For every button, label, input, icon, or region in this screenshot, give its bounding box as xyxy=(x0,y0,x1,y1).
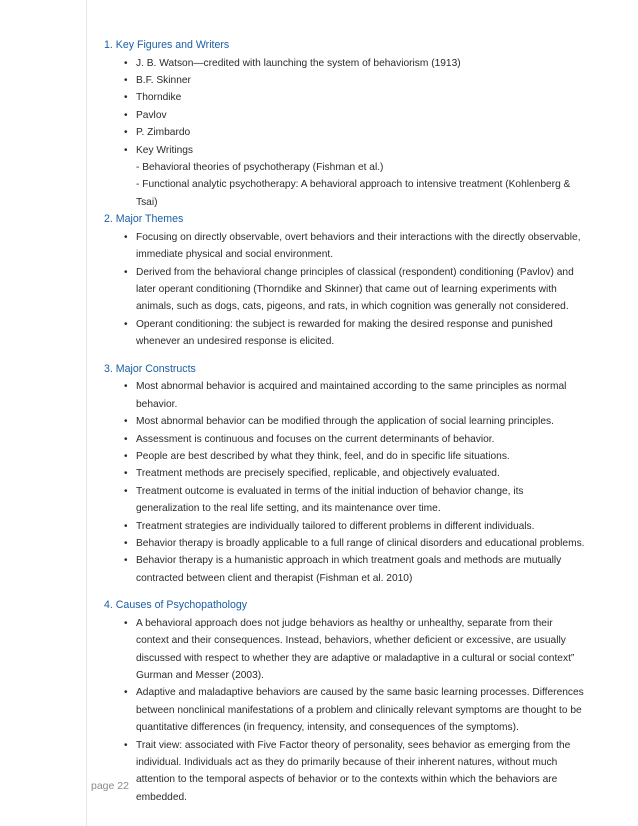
list-item: • Pavlov xyxy=(104,107,586,124)
bullet-list xyxy=(104,615,586,806)
bullet-icon: • xyxy=(124,617,128,629)
list-item: • A behavioral approach does not judge behaviors as healthy or unhealthy, separate from their context and their consequences. Instead, behaviors, whether deficient or excessive, are usually discussed with respect to whether they are adaptive or maladaptive in a cultural or social context” Gurman and Messer (2003). xyxy=(104,615,586,685)
section-causes-psychopathology xyxy=(104,597,586,806)
list-item: • Treatment strategies are individually tailored to different problems in different individuals. xyxy=(104,518,586,535)
bullet-icon: • xyxy=(124,520,128,532)
bullet-list xyxy=(104,378,586,587)
bullet-icon: • xyxy=(124,127,128,139)
list-item: • Derived from the behavioral change principles of classical (respondent) conditioning (Pavlov) and later operant conditioning (Thorndike and Skinner) that came out of learning experiments with animals, such as dogs, cats, pigeons, and rats, in which cognition was generally not considered. xyxy=(104,264,586,316)
bullet-icon: • xyxy=(124,75,128,86)
bullet-icon: • xyxy=(124,433,128,445)
page-number: page 22 xyxy=(91,780,129,792)
section-major-constructs xyxy=(104,361,586,587)
page-margin-rule xyxy=(86,0,87,826)
bullet-icon: • xyxy=(124,739,128,751)
list-item: • P. Zimbardo xyxy=(104,124,586,141)
bullet-icon: • xyxy=(124,266,128,278)
list-item: • Trait view: associated with Five Factor theory of personality, sees behavior as emerging from the individual. Individuals act as they do primarily because of their inherent natures, without much attention to the temporal aspects of behavior or to the contexts within which the behaviors are embedded. xyxy=(104,737,586,807)
list-item: • Operant conditioning: the subject is rewarded for making the desired response and punished whenever an undesired response is elicited. xyxy=(104,316,586,351)
bullet-icon: • xyxy=(124,537,128,549)
section-spacer xyxy=(104,587,586,597)
bullet-icon: • xyxy=(124,57,128,69)
section-heading: 1. Key Figures and Writers xyxy=(104,39,230,51)
bullet-icon: • xyxy=(124,687,128,699)
list-item: • Treatment outcome is evaluated in terms of the initial induction of behavior change, its generalization to the real life setting, and its maintenance over time. xyxy=(104,483,586,518)
section-spacer xyxy=(104,351,586,361)
section-major-themes xyxy=(104,211,586,350)
list-item: • Most abnormal behavior can be modified through the application of social learning principles. xyxy=(104,413,586,430)
list-item: • Thorndike xyxy=(104,89,586,106)
bullet-icon: • xyxy=(124,416,128,428)
list-item: • Focusing on directly observable, overt behaviors and their interactions with the directly observable, immediate physical and social environment. xyxy=(104,229,586,264)
section-heading: 4. Causes of Psychopathology xyxy=(104,599,248,612)
bullet-icon: • xyxy=(124,109,128,121)
list-item: • J. B. Watson—credited with launching the system of behaviorism (1913) xyxy=(104,55,586,72)
bullet-list xyxy=(104,55,586,159)
list-item: • Adaptive and maladaptive behaviors are caused by the same basic learning processes. Differences between nonclinical manifestations of a problem and clinically relevant symptoms are thought to be quantitative differences (in frequency, intensity, and consequences of the symptoms). xyxy=(104,684,586,736)
list-item: • Key Writings xyxy=(104,142,586,159)
bullet-icon: • xyxy=(124,92,128,104)
bullet-icon: • xyxy=(124,468,128,480)
list-item: • Behavior therapy is a humanistic approach in which treatment goals and methods are mutually contracted between client and therapist (Fishman et al. 2010) xyxy=(104,552,586,587)
section-heading: 3. Major Constructs xyxy=(104,362,196,375)
list-item: • B.F. Skinner xyxy=(104,72,586,89)
bullet-icon: • xyxy=(124,485,128,497)
list-item: • Treatment methods are precisely specified, replicable, and objectively evaluated. xyxy=(104,465,586,482)
list-item: • Assessment is continuous and focuses on the current determinants of behavior. xyxy=(104,431,586,448)
bullet-list xyxy=(104,229,586,351)
list-item: • Most abnormal behavior is acquired and maintained according to the same principles as normal behavior. xyxy=(104,378,586,413)
bullet-icon: • xyxy=(124,555,128,567)
bullet-icon: • xyxy=(124,450,128,462)
list-item: • People are best described by what they think, feel, and do in specific life situations. xyxy=(104,448,586,465)
list-item: • Behavior therapy is broadly applicable to a full range of clinical disorders and educational problems. xyxy=(104,535,586,552)
section-key-figures xyxy=(104,37,586,211)
key-writing-line: - Behavioral theories of psychotherapy (Fishman et al.) xyxy=(136,162,384,174)
bullet-icon: • xyxy=(124,381,128,393)
bullet-icon: • xyxy=(124,231,128,243)
bullet-icon: • xyxy=(124,144,128,156)
bullet-icon: • xyxy=(124,318,128,330)
key-writing-line: - Functional analytic psychotherapy: A behavioral approach to intensive treatment (Kohlenberg & Tsai) xyxy=(136,179,571,208)
document-body xyxy=(104,37,586,806)
section-heading: 2. Major Themes xyxy=(104,213,184,226)
